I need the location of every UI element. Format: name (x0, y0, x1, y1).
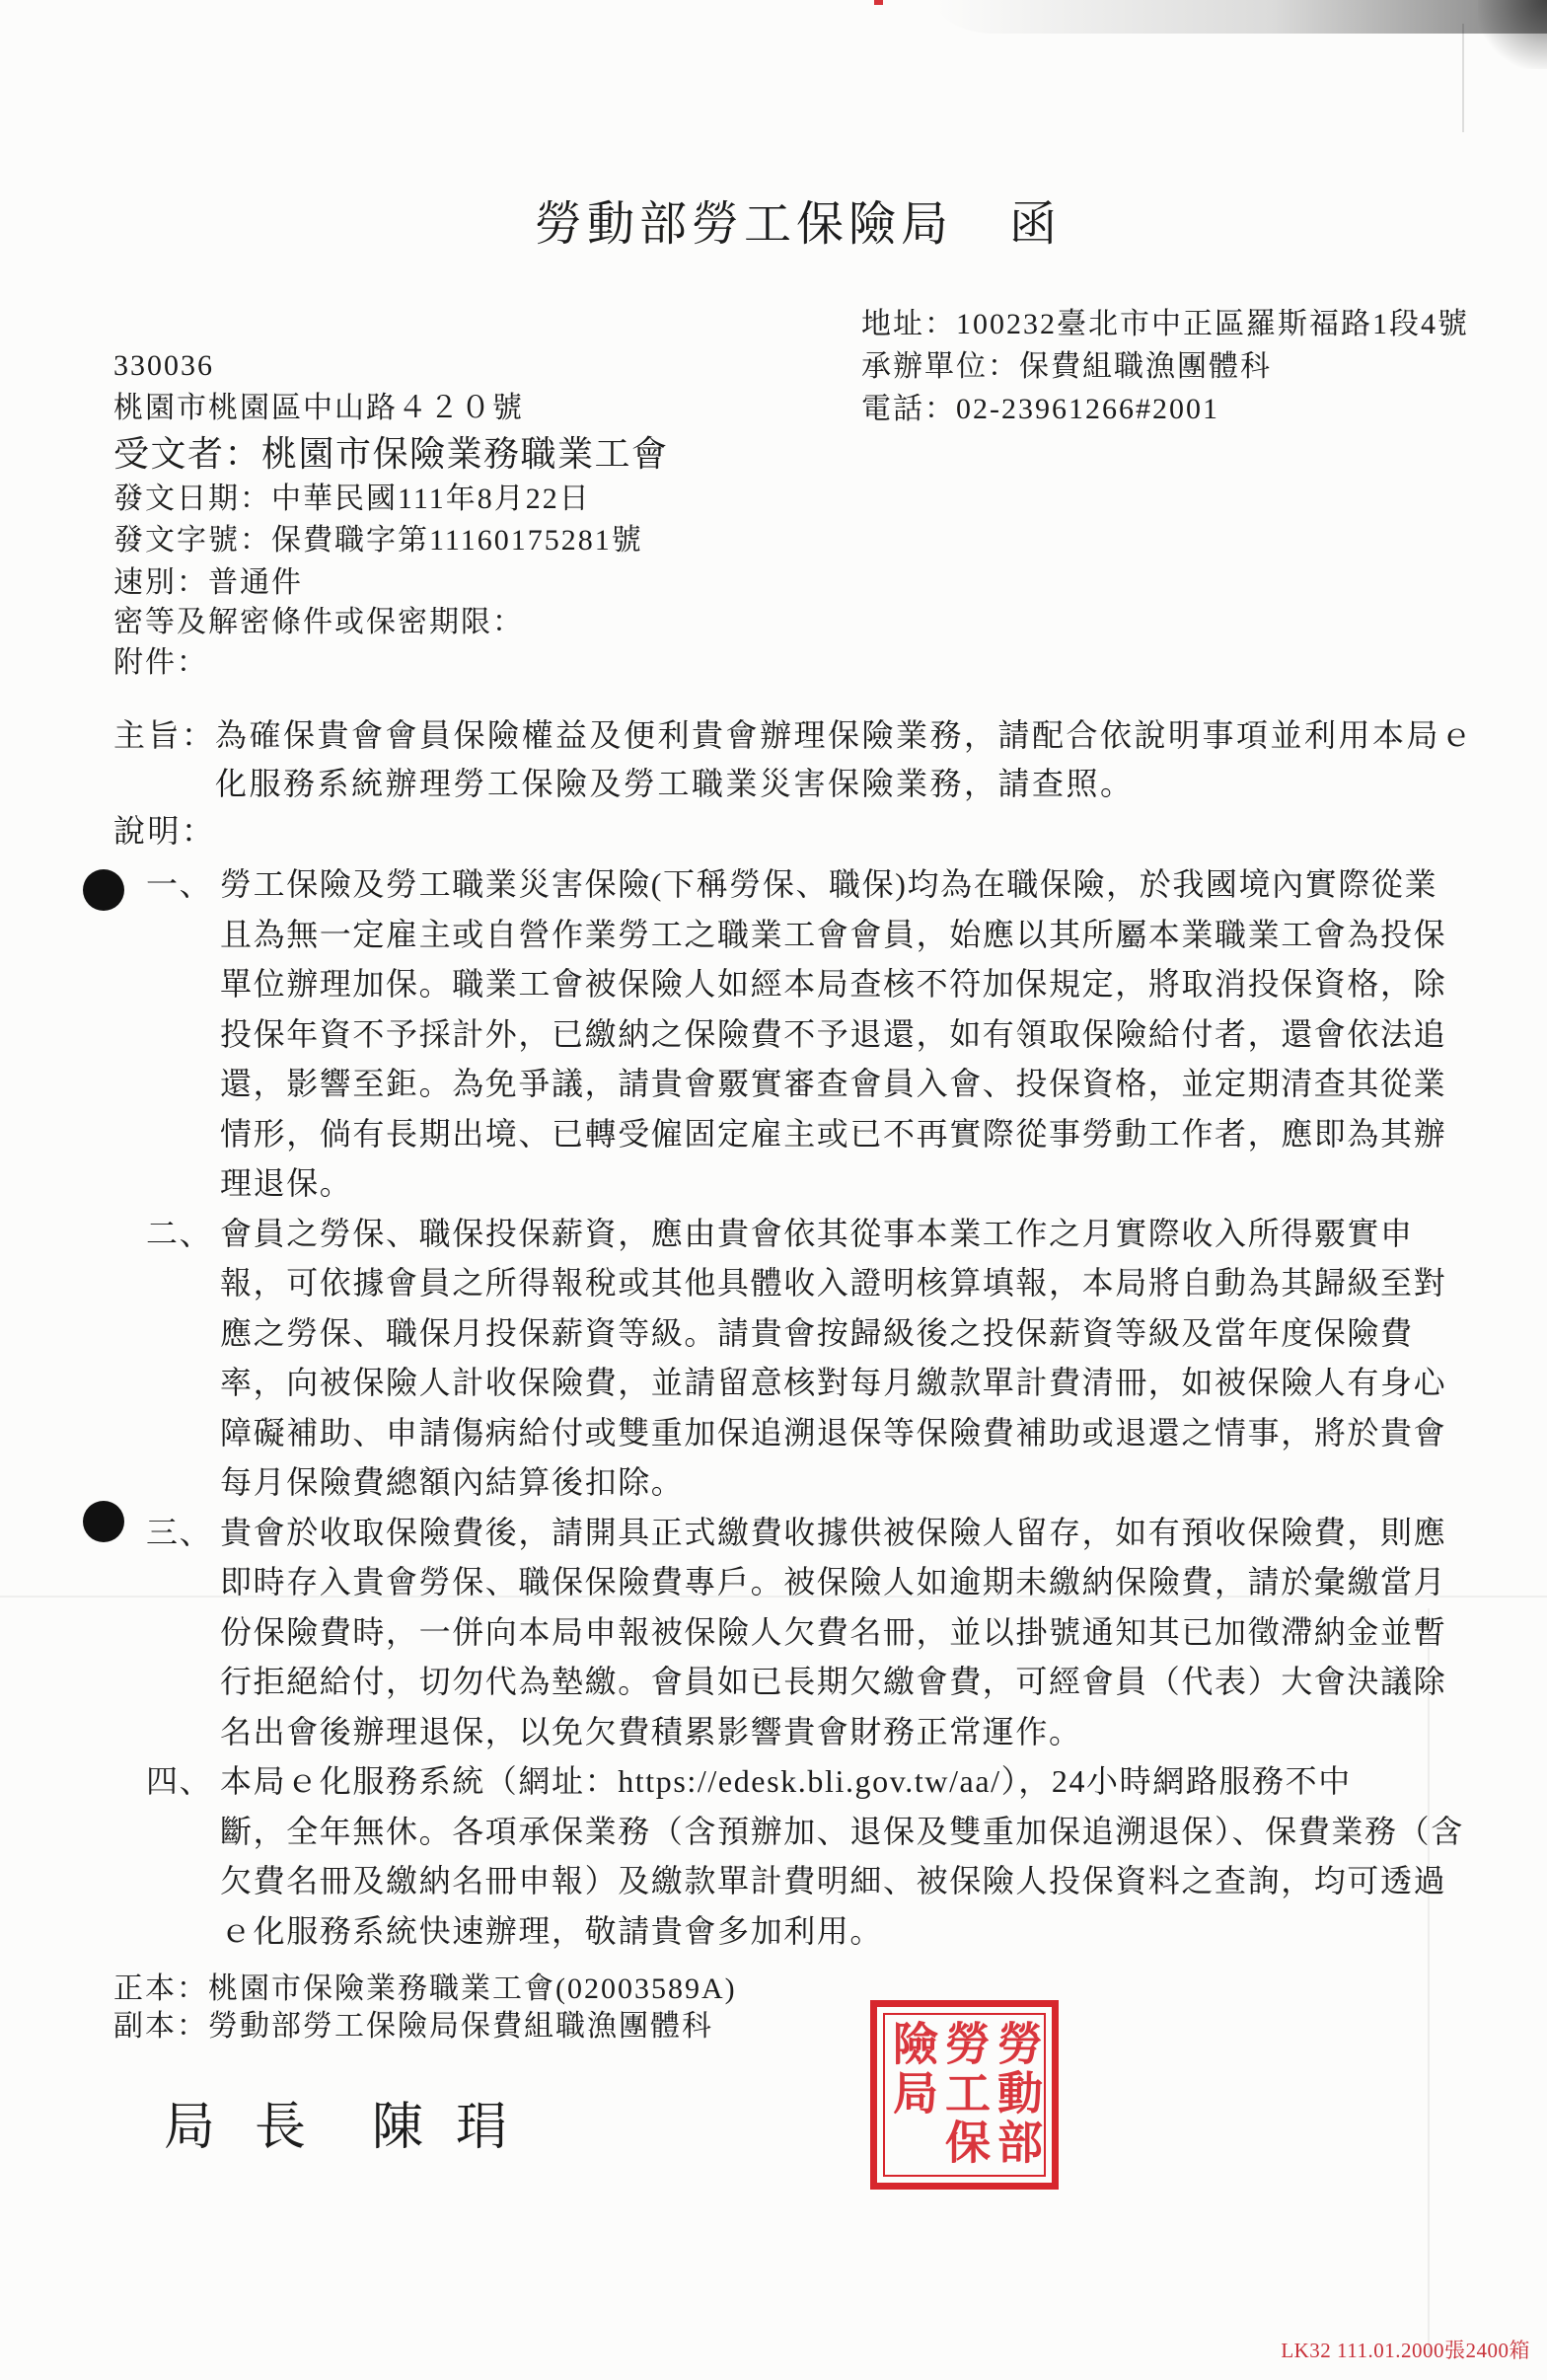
item-number: 三、 (146, 1514, 213, 1550)
item-line: 率，向被保險人計收保險費，並請留意核對每月繳款單計費清冊，如被保險人有身心 (220, 1365, 1447, 1400)
sender-phone: 電話：02-23961266#2001 (861, 393, 1219, 425)
subject-label: 主旨： (113, 717, 216, 753)
subject-line: 為確保貴會會員保險權益及便利貴會辦理保險業務，請配合依說明事項並利用本局ｅ (215, 717, 1475, 753)
item-line: 報，可依據會員之所得報稅或其他具體收入證明核算填報，本局將自動為其歸級至對 (220, 1265, 1447, 1301)
explanation-item-2 (146, 1209, 1522, 1508)
item-line: 應之勞保、職保月投保薪資等級。請貴會按歸級後之投保薪資等級及當年度保險費 (220, 1314, 1414, 1351)
item-line: 會員之勞保、職保投保薪資，應由貴會依其從事本業工作之月實際收入所得覈實申 (220, 1215, 1414, 1251)
recipient-postal-code: 330036 (113, 349, 214, 382)
sender-handling-unit: 承辦單位：保費組職漁團體科 (861, 350, 1272, 383)
item-line: 貴會於收取保險費後，請開具正式繳費收據供被保險人留存，如有預收保險費，則應 (220, 1514, 1447, 1550)
issue-date: 發文日期：中華民國111年8月22日 (113, 483, 591, 515)
scan-edge-line (1462, 24, 1464, 132)
item-line: 勞工保險及勞工職業災害保險(下稱勞保、職保)均為在職保險，於我國境內實際從業 (220, 866, 1438, 902)
explanation-body (146, 859, 1522, 1956)
letter-title-org: 勞動部勞工保險局 (535, 198, 954, 251)
item-number: 一、 (146, 866, 213, 902)
item-line: 即時存入貴會勞保、職保保險費專戶。被保險人如逾期未繳納保險費，請於彙繳當月 (220, 1564, 1447, 1599)
item-line: 單位辦理加保。職業工會被保險人如經本局查核不符加保規定，將取消投保資格，除 (220, 966, 1447, 1002)
item-line: 份保險費時，一併向本局申報被保險人欠費名冊，並以掛號通知其已加徵滯納金並暫 (220, 1613, 1447, 1650)
secrecy-level: 密等及解密條件或保密期限： (113, 606, 524, 638)
item-line: 障礙補助、申請傷病給付或雙重加保追溯退保等保險費補助或退還之情事，將於貴會 (220, 1414, 1447, 1450)
signatory-name: 陳琄 (372, 2100, 541, 2156)
delivery-speed: 速別：普通件 (113, 566, 303, 599)
item-line: 欠費名冊及繳納名冊申報）及繳款單計費明細、被保險人投保資料之查詢，均可透過 (220, 1863, 1447, 1898)
item-line: 情形，倘有長期出境、已轉受僱固定雇主或已不再實際從事勞動工作者，應即為其辦 (220, 1115, 1447, 1152)
item-line: 每月保險費總額內結算後扣除。 (220, 1464, 685, 1500)
red-edge-mark (874, 0, 883, 5)
scan-corner-shadow (1478, 0, 1547, 69)
seal-text: 勞動部勞工保險局 (887, 2020, 1042, 2168)
recipient-address: 桃園市桃園區中山路４２０號 (113, 392, 524, 424)
item-number: 四、 (146, 1763, 213, 1799)
attachment: 附件： (113, 646, 208, 679)
signatory-title: 局長 (164, 2100, 346, 2156)
scan-shadow (935, 0, 1547, 34)
item-line: 行拒絕給付，切勿代為墊繳。會員如已長期欠繳會費，可經會員（代表）大會決議除 (220, 1664, 1447, 1699)
explanation-item-1 (146, 859, 1522, 1209)
item-line: 投保年資不予採計外，已繳納之保險費不予退還，如有領取保險給付者，還會依法追 (220, 1015, 1447, 1052)
item-line: 名出會後辦理退保，以免欠費積累影響貴會財務正常運作。 (220, 1713, 1082, 1749)
copy-recipient: 副本：勞動部勞工保險局保費組職漁團體科 (113, 2010, 713, 2043)
official-seal (870, 2000, 1059, 2190)
item-line: 還，影響至鉅。為免爭議，請貴會覈實審查會員入會、投保資格，並定期清查其從業 (220, 1066, 1447, 1101)
explanation-item-4 (146, 1756, 1522, 1956)
bullet-dot-icon (83, 869, 124, 911)
item-line: 本局ｅ化服務系統（網址：https://edesk.bli.gov.tw/aa/），24小時網路服務不中 (220, 1763, 1352, 1799)
item-line: 且為無一定雇主或自營作業勞工之職業工會會員，始應以其所屬本業職業工會為投保 (220, 916, 1447, 952)
explanation-label: 說明： (113, 813, 216, 849)
bullet-dot-icon (83, 1501, 124, 1542)
letter-title-type: 函 (1009, 198, 1063, 251)
item-line: ｅ化服務系統快速辦理，敬請貴會多加利用。 (220, 1912, 884, 1949)
explanation-item-3 (146, 1508, 1522, 1757)
original-recipient: 正本：桃園市保險業務職業工會(02003589A) (113, 1972, 737, 2005)
subject-line: 化服務系統辦理勞工保險及勞工職業災害保險業務，請查照。 (215, 766, 1135, 801)
document-number: 發文字號：保費職字第11160175281號 (113, 524, 643, 557)
item-line: 理退保。 (220, 1165, 353, 1201)
print-mark: LK32 111.01.2000張2400箱 (1281, 2339, 1530, 2362)
sender-address: 地址：100232臺北市中正區羅斯福路1段4號 (861, 308, 1469, 340)
item-number: 二、 (146, 1215, 213, 1251)
addressee: 受文者：桃園市保險業務職業工會 (113, 434, 669, 474)
item-line: 斷，全年無休。各項承保業務（含預辦加、退保及雙重加保追溯退保）、保費業務（含 (220, 1813, 1464, 1849)
seal-inner-frame (883, 2013, 1046, 2177)
